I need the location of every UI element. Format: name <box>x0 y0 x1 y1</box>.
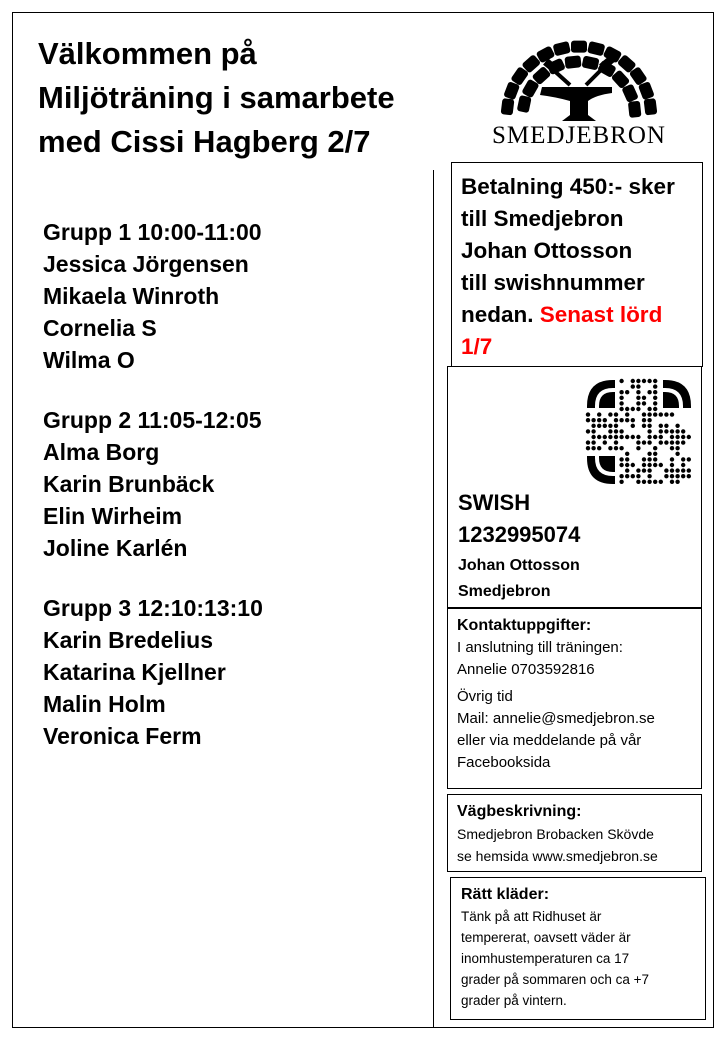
swish-recipient: Johan Ottosson <box>458 557 580 574</box>
swish-number: 1232995074 <box>458 522 581 547</box>
group-2 <box>43 404 423 564</box>
clothing-heading: Rätt kläder: <box>461 886 550 903</box>
page-title <box>38 32 438 164</box>
title-line-3: med Cissi Hagberg 2/7 <box>38 124 371 159</box>
directions-website[interactable]: se hemsida www.smedjebron.se <box>457 848 658 864</box>
group-member: Karin Brunbäck <box>43 471 215 497</box>
payment-line-deadline <box>461 299 694 331</box>
group-member: Veronica Ferm <box>43 723 202 749</box>
contact-line: eller via meddelande på vår <box>457 732 642 749</box>
group-member: Malin Holm <box>43 691 166 717</box>
group-3 <box>43 592 423 752</box>
payment-line-end: nedan. <box>461 302 534 327</box>
directions-address: Smedjebron Brobacken Skövde <box>457 826 654 842</box>
contact-email[interactable]: Mail: annelie@smedjebron.se <box>457 710 655 727</box>
swish-title: SWISH <box>458 490 531 515</box>
column-divider <box>433 170 434 1028</box>
group-member: Wilma O <box>43 347 135 373</box>
swish-box <box>447 366 702 608</box>
contact-line: I anslutning till träningen: <box>457 639 623 656</box>
payment-deadline: Senast lörd <box>539 302 663 327</box>
group-heading: Grupp 2 11:05-12:05 <box>43 407 262 433</box>
payment-box <box>451 162 703 367</box>
group-member: Elin Wirheim <box>43 503 183 529</box>
contact-box <box>447 608 702 789</box>
title-line-2: Miljöträning i samarbete <box>38 80 395 115</box>
payment-line: till swishnummer <box>461 270 645 295</box>
group-heading: Grupp 3 12:10:13:10 <box>43 595 263 621</box>
contact-line: Facebooksida <box>457 754 551 771</box>
group-member: Jessica Jörgensen <box>43 251 249 277</box>
group-member: Alma Borg <box>43 439 160 465</box>
group-heading: Grupp 1 10:00-11:00 <box>43 219 262 245</box>
group-member: Karin Bredelius <box>43 627 213 653</box>
payment-deadline-date: 1/7 <box>461 334 493 359</box>
directions-heading: Vägbeskrivning: <box>457 803 582 820</box>
group-member: Joline Karlén <box>43 535 188 561</box>
contact-phone[interactable]: Annelie 0703592816 <box>457 661 595 678</box>
payment-line: Johan Ottosson <box>461 238 633 263</box>
group-member: Cornelia S <box>43 315 157 341</box>
clothing-line: tempererat, oavsett väder är <box>461 930 631 945</box>
group-member: Katarina Kjellner <box>43 659 226 685</box>
clothing-line: grader på sommaren och ca +7 <box>461 972 649 987</box>
swish-organization: Smedjebron <box>458 583 551 600</box>
clothing-line: Tänk på att Ridhuset är <box>461 909 602 924</box>
groups-list <box>43 216 423 780</box>
contact-heading: Kontaktuppgifter: <box>457 617 592 634</box>
clothing-line: grader på vintern. <box>461 993 567 1008</box>
clothing-box <box>450 877 706 1020</box>
directions-box <box>447 794 702 872</box>
group-member: Mikaela Winroth <box>43 283 220 309</box>
payment-line: Betalning 450:- sker <box>461 174 675 199</box>
payment-line: till Smedjebron <box>461 206 624 231</box>
contact-line: Övrig tid <box>457 688 513 705</box>
title-line-1: Välkommen på <box>38 36 257 71</box>
swish-qr-code-icon[interactable] <box>585 378 693 486</box>
group-1 <box>43 216 423 376</box>
logo-text: SMEDJEBRON <box>492 122 666 149</box>
clothing-line: inomhustemperaturen ca 17 <box>461 951 630 966</box>
